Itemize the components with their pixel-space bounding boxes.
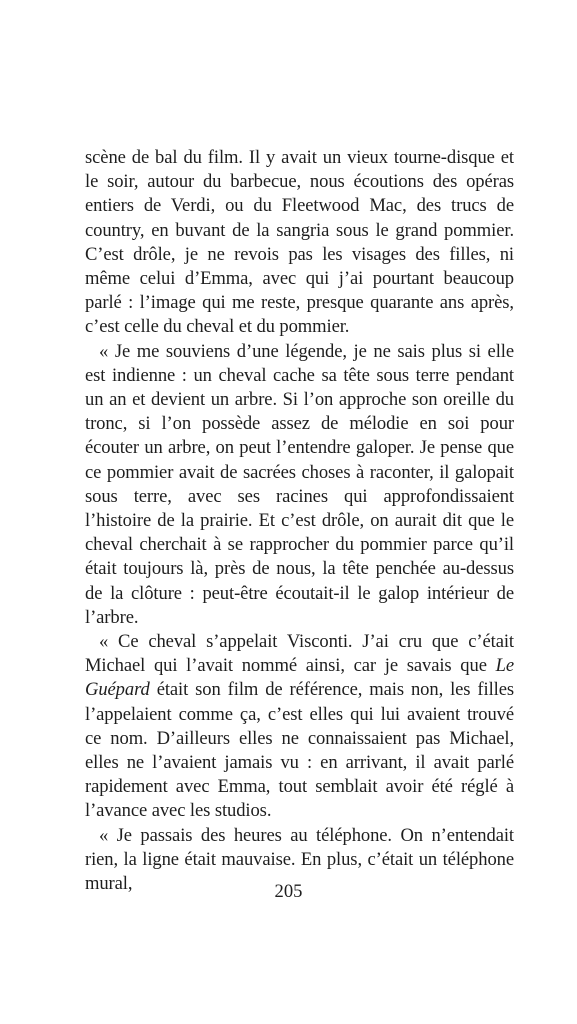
paragraph-4: « Je passais des heures au téléphone. On n’entendait rien, la ligne était mauvaise. En plus, c’était un téléphone mural, [85,824,514,895]
paragraph-1: scène de bal du film. Il y avait un vieux tourne-disque et le soir, autour du barbecue, nous écoutions des opéras entiers de Verdi, ou du Fleetwood Mac, des trucs de country, en buvant de la sangria sous le grand pommier. C’est drôle, je ne revois pas les visages des filles, ni même celui d’Emma, avec qui j’ai pourtant beaucoup parlé : l’image qui me reste, presque quarante ans après, c’est celle du cheval et du pommier. [85,147,514,338]
paragraph-3-text-before: « Ce cheval s’appelait Visconti. J’ai cru que c’était Michael qui l’avait nommé ainsi, car je savais que [85,631,514,677]
page-number: 205 [274,881,303,902]
paragraph-2: « Je me souviens d’une légende, je ne sais plus si elle est indienne : un cheval cache sa tête sous terre pendant un an et devient un arbre. Si l’on approche son oreille du tronc, si l’on possède assez de mélodie en soi pour écouter un arbre, on peut l’entendre galoper. Je pense que ce pommier avait de sacrées choses à raconter, il galopait sous terre, avec ses racines qui approfondissaient l’histoire de la prairie. Et c’est drôle, on aurait dit que le cheval cherchait à se rapprocher du pommier parce qu’il était toujours là, près de nous, la tête penchée au-dessus de la clôture : peut-être écoutait-il le galop intérieur de l’arbre. [85,340,514,628]
body-text [85,146,514,896]
film-title: Le Guépard [85,655,514,701]
paragraph-3-text-after: était son film de référence, mais non, les filles l’appelaient comme ça, c’est elles qui lui avaient trouvé ce nom. D’ailleurs elles ne connaissaient pas Michael, elles ne l’avaient jamais vu : en arrivant, il avait parlé rapidement avec Emma, tout semblait avoir été réglé à l’avance avec les studios. [85,679,514,822]
paragraph-3 [85,630,514,824]
